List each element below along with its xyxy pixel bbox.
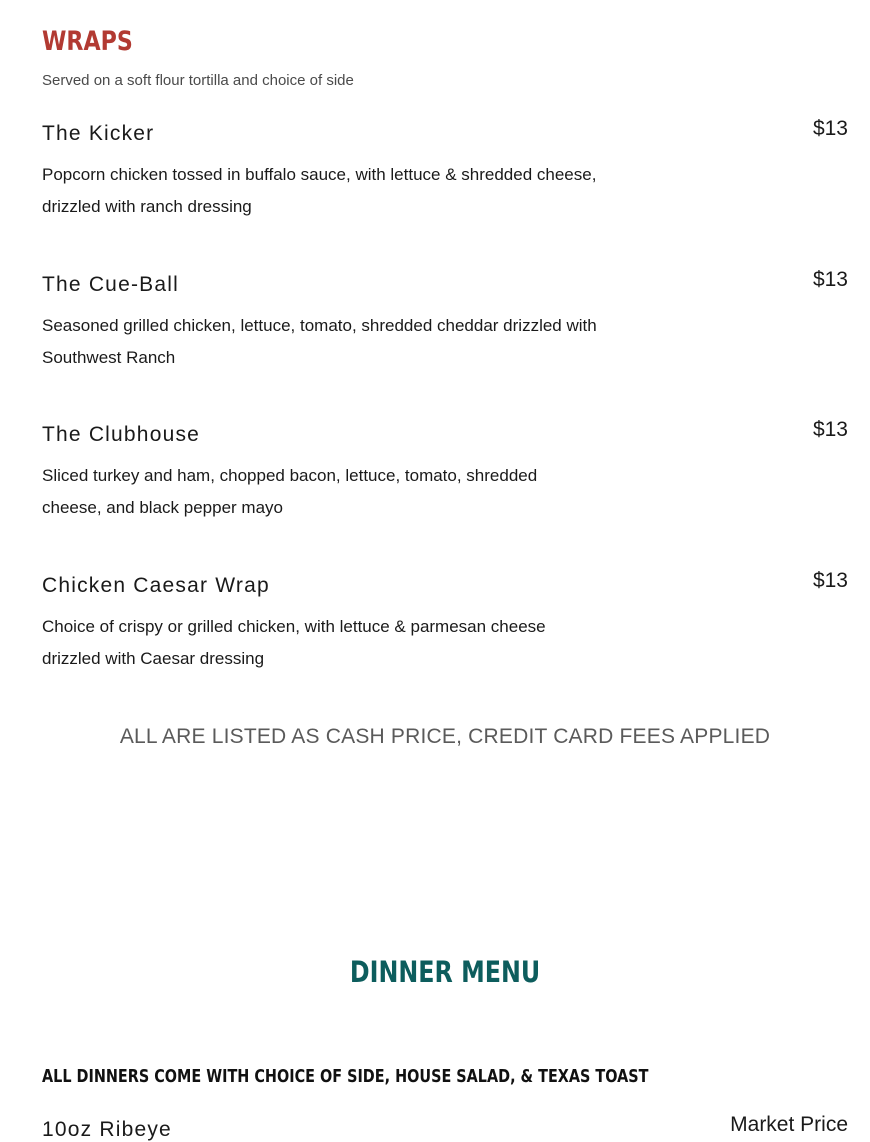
menu-item-name: The Clubhouse — [42, 423, 201, 446]
dinner-menu-title: DINNER MENU — [349, 955, 541, 989]
cash-price-notice: ALL ARE LISTED AS CASH PRICE, CREDIT CARD FEES APPLIED — [119, 725, 771, 748]
menu-item-price: $13 — [812, 117, 848, 140]
menu-item-name: The Cue-Ball — [42, 273, 179, 296]
dinner-menu-title-wrapper — [0, 955, 870, 989]
menu-item-name: 10oz Ribeye — [42, 1118, 172, 1141]
menu-item-name: Chicken Caesar Wrap — [42, 574, 270, 597]
menu-item-description: Seasoned grilled chicken, lettuce, tomato, shredded cheddar drizzled with Southwest Ranch — [42, 316, 597, 367]
wraps-section-subtitle: Served on a soft flour tortilla and choice of side — [42, 72, 354, 89]
menu-item-description: Choice of crispy or grilled chicken, with lettuce & parmesan cheese drizzled with Caesar dressing — [42, 617, 546, 668]
menu-item-price: $13 — [812, 268, 848, 291]
menu-item-description: Popcorn chicken tossed in buffalo sauce, with lettuce & shredded cheese, drizzled with ranch dressing — [42, 165, 597, 216]
menu-item-description: Sliced turkey and ham, chopped bacon, lettuce, tomato, shredded cheese, and black pepper mayo — [42, 466, 538, 517]
wraps-section-title: WRAPS — [42, 26, 133, 57]
menu-item-price: $13 — [812, 418, 848, 441]
menu-item-name: The Kicker — [42, 122, 155, 145]
menu-item-price: $13 — [812, 569, 848, 592]
menu-item-price: Market Price — [730, 1113, 848, 1136]
dinner-inclusions-note: ALL DINNERS COME WITH CHOICE OF SIDE, HOUSE SALAD, & TEXAS TOAST — [42, 1066, 649, 1087]
